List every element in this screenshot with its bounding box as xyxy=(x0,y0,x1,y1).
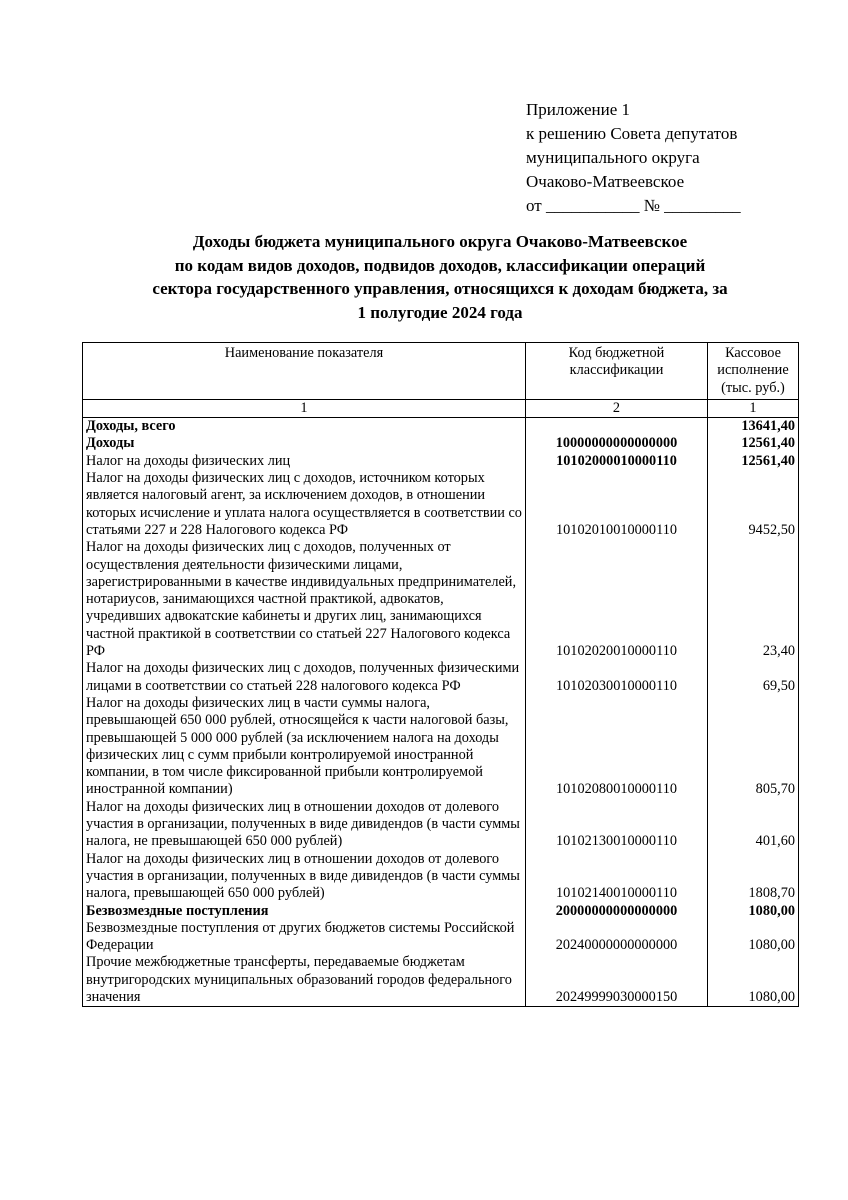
appendix-date-number-line: от ___________ № _________ xyxy=(526,196,741,215)
table-row xyxy=(83,418,799,436)
table-row xyxy=(83,470,799,539)
row-code: 20249999030000150 xyxy=(526,954,708,1006)
header-code: Код бюджетной классификации xyxy=(526,343,708,400)
document-title xyxy=(90,230,790,324)
row-code: 20240000000000000 xyxy=(526,920,708,955)
row-name: Налог на доходы физических лиц в части суммы налога, превышающей 650 000 рублей, относящейся к части налоговой базы, превышающей 5 000 000 рублей (за исключением налога на доходы физических лиц с сумм прибыли контролируемой иностранной компании, в том числе фиксированной прибыли контролируемой иностранной компании) xyxy=(83,695,526,799)
table-row xyxy=(83,660,799,695)
income-table xyxy=(82,342,799,1007)
row-name: Доходы, всего xyxy=(83,418,526,436)
row-amount: 12561,40 xyxy=(708,453,799,470)
table-row xyxy=(83,954,799,1006)
row-code: 20000000000000000 xyxy=(526,903,708,920)
column-number: 1 xyxy=(83,399,526,417)
row-amount: 401,60 xyxy=(708,799,799,851)
table-row xyxy=(83,903,799,920)
row-code xyxy=(526,418,708,436)
row-amount: 12561,40 xyxy=(708,435,799,452)
table-row xyxy=(83,920,799,955)
table-row xyxy=(83,453,799,470)
table-header-row xyxy=(83,343,799,400)
row-amount: 9452,50 xyxy=(708,470,799,539)
row-amount: 1080,00 xyxy=(708,954,799,1006)
header-name: Наименование показателя xyxy=(83,343,526,400)
row-code: 10000000000000000 xyxy=(526,435,708,452)
row-code: 10102000010000110 xyxy=(526,453,708,470)
row-code: 10102020010000110 xyxy=(526,539,708,660)
header-amount: Кассовое исполнение (тыс. руб.) xyxy=(708,343,799,400)
column-number-row xyxy=(83,399,799,417)
column-number: 2 xyxy=(526,399,708,417)
row-name: Налог на доходы физических лиц с доходов, источником которых является налоговый агент, за исключением доходов, в отношении которых исчисление и уплата налога осуществляется в соответствии со статьями 227 и 228 Налогового кодекса РФ xyxy=(83,470,526,539)
row-name: Налог на доходы физических лиц в отношении доходов от долевого участия в организации, полученных в виде дивидендов (в части суммы налога, превышающей 650 000 рублей) xyxy=(83,851,526,903)
row-code: 10102030010000110 xyxy=(526,660,708,695)
row-code: 10102080010000110 xyxy=(526,695,708,799)
row-code: 10102130010000110 xyxy=(526,799,708,851)
row-amount: 1808,70 xyxy=(708,851,799,903)
appendix-line: Приложение 1 xyxy=(526,100,630,119)
row-name: Налог на доходы физических лиц в отношении доходов от долевого участия в организации, полученных в виде дивидендов (в части суммы налога, не превышающей 650 000 рублей) xyxy=(83,799,526,851)
appendix-line: муниципального округа xyxy=(526,148,700,167)
row-name: Доходы xyxy=(83,435,526,452)
row-name: Налог на доходы физических лиц xyxy=(83,453,526,470)
row-name: Прочие межбюджетные трансферты, передаваемые бюджетам внутригородских муниципальных образований городов федерального значения xyxy=(83,954,526,1006)
row-amount: 13641,40 xyxy=(708,418,799,436)
row-amount: 1080,00 xyxy=(708,920,799,955)
title-line: 1 полугодие 2024 года xyxy=(357,302,523,322)
row-amount: 805,70 xyxy=(708,695,799,799)
table-row xyxy=(83,695,799,799)
title-line: по кодам видов доходов, подвидов доходов, классификации операций xyxy=(174,255,706,275)
title-line: сектора государственного управления, относящихся к доходам бюджета, за xyxy=(152,279,728,298)
table-row xyxy=(83,851,799,903)
title-line: Доходы бюджета муниципального округа Очаково-Матвеевское xyxy=(192,232,688,251)
column-number: 1 xyxy=(708,399,799,417)
row-amount: 1080,00 xyxy=(708,903,799,920)
appendix-line: к решению Совета депутатов xyxy=(526,124,738,143)
row-name: Безвозмездные поступления xyxy=(83,903,526,920)
row-name: Налог на доходы физических лиц с доходов, полученных от осуществления деятельности физическими лицами, зарегистрированными в качестве индивидуальных предпринимателей, нотариусов, занимающихся частной практикой, адвокатов, учредивших адвокатские кабинеты и других лиц, занимающихся частной практикой в соответствии со статьей 227 Налогового кодекса РФ xyxy=(83,539,526,660)
appendix-block xyxy=(526,98,741,218)
row-amount: 23,40 xyxy=(708,539,799,660)
row-amount: 69,50 xyxy=(708,660,799,695)
table-row xyxy=(83,799,799,851)
table-row xyxy=(83,539,799,660)
row-name: Безвозмездные поступления от других бюджетов системы Российской Федерации xyxy=(83,920,526,955)
row-name: Налог на доходы физических лиц с доходов, полученных физическими лицами в соответствии со статьей 228 налогового кодекса РФ xyxy=(83,660,526,695)
row-code: 10102010010000110 xyxy=(526,470,708,539)
appendix-line: Очаково-Матвеевское xyxy=(526,172,685,191)
table-row xyxy=(83,435,799,452)
row-code: 10102140010000110 xyxy=(526,851,708,903)
